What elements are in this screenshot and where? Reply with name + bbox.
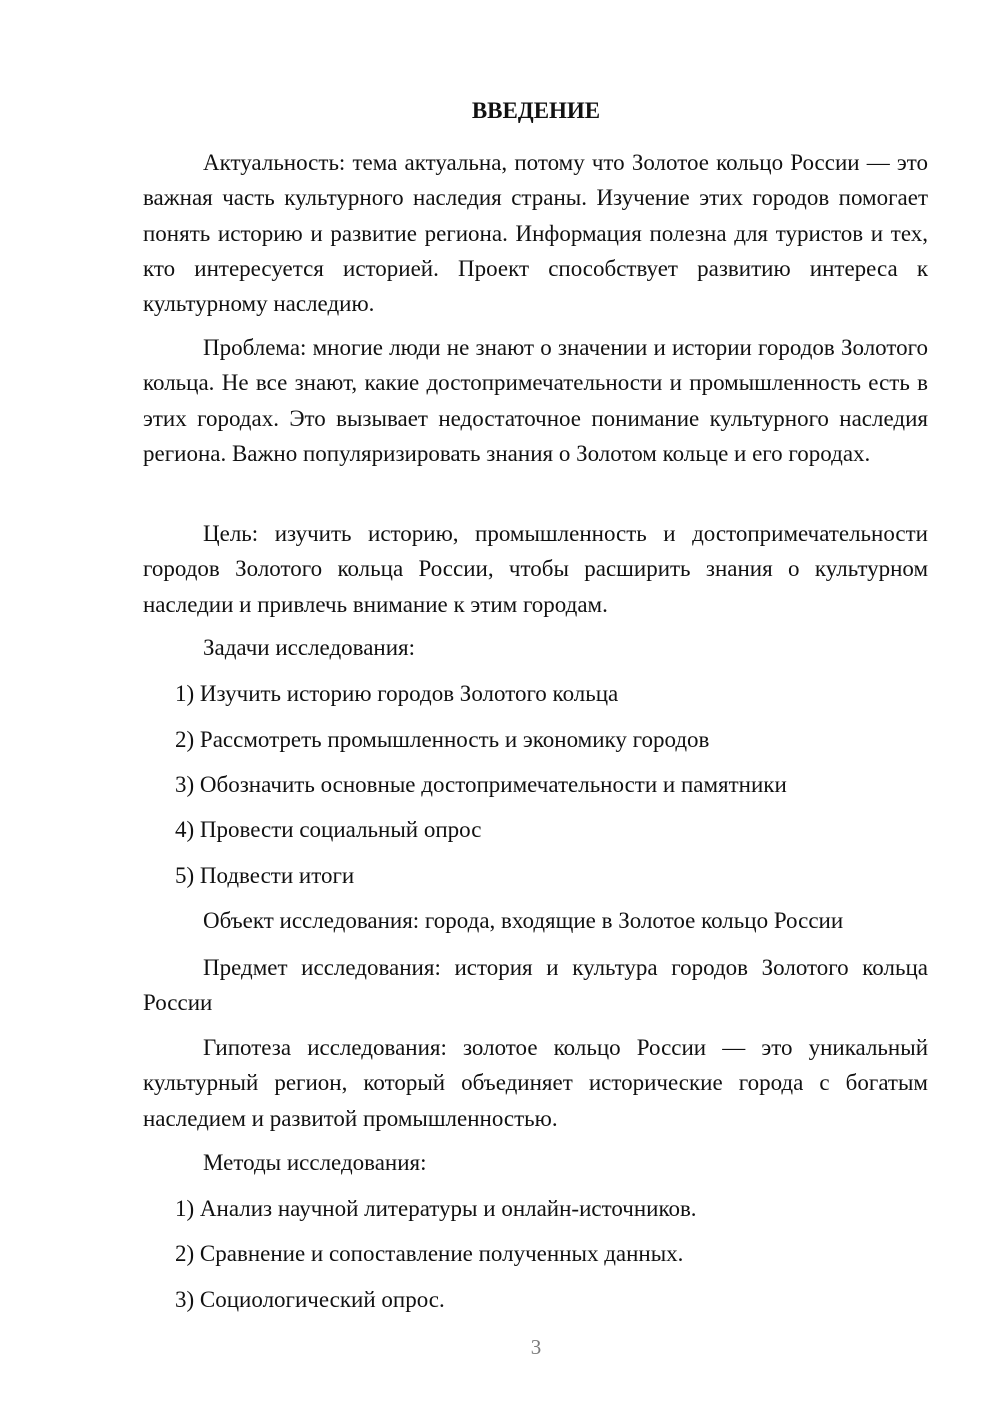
- hypothesis-paragraph: Гипотеза исследования: золотое кольцо России — это уникальный культурный регион, который объединяет исторические города с богатым наследием и развитой промышленностью.: [143, 1035, 928, 1131]
- method-item: 1) Анализ научной литературы и онлайн-источников.: [175, 1196, 697, 1221]
- page-number: 3: [530, 1335, 542, 1359]
- task-item: 4) Провести социальный опрос: [175, 817, 482, 842]
- problem-paragraph: Проблема: многие люди не знают о значении и истории городов Золотого кольца. Не все знают, какие достопримечательности и промышленность есть в этих городах. Это вызывает недостаточное понимание культурного наследия региона. Важно популяризировать знания о Золотом кольце и его городах.: [143, 335, 928, 466]
- task-item: 2) Рассмотреть промышленность и экономику городов: [175, 727, 710, 752]
- object-line: Объект исследования: города, входящие в Золотое кольцо России: [203, 908, 844, 933]
- methods-heading: Методы исследования:: [203, 1150, 427, 1175]
- task-item: 5) Подвести итоги: [175, 863, 355, 888]
- task-item: 3) Обозначить основные достопримечательности и памятники: [175, 772, 787, 797]
- task-item: 1) Изучить историю городов Золотого кольца: [175, 681, 619, 706]
- section-title: ВВЕДЕНИЕ: [471, 98, 601, 123]
- subject-paragraph: Предмет исследования: история и культура городов Золотого кольца России: [143, 955, 928, 1016]
- tasks-heading: Задачи исследования:: [203, 635, 416, 660]
- method-item: 3) Социологический опрос.: [175, 1287, 445, 1312]
- relevance-paragraph: Актуальность: тема актуальна, потому что Золотое кольцо России — это важная часть культурного наследия страны. Изучение этих городов помогает понять историю и развитие региона. Информация полезна для туристов и тех, кто интересуется историей. Проект способствует развитию интереса к культурному наследию.: [143, 150, 928, 317]
- goal-paragraph: Цель: изучить историю, промышленность и достопримечательности городов Золотого кольца России, чтобы расширить знания о культурном наследии и привлечь внимание к этим городам.: [143, 521, 928, 617]
- method-item: 2) Сравнение и сопоставление полученных данных.: [175, 1241, 684, 1266]
